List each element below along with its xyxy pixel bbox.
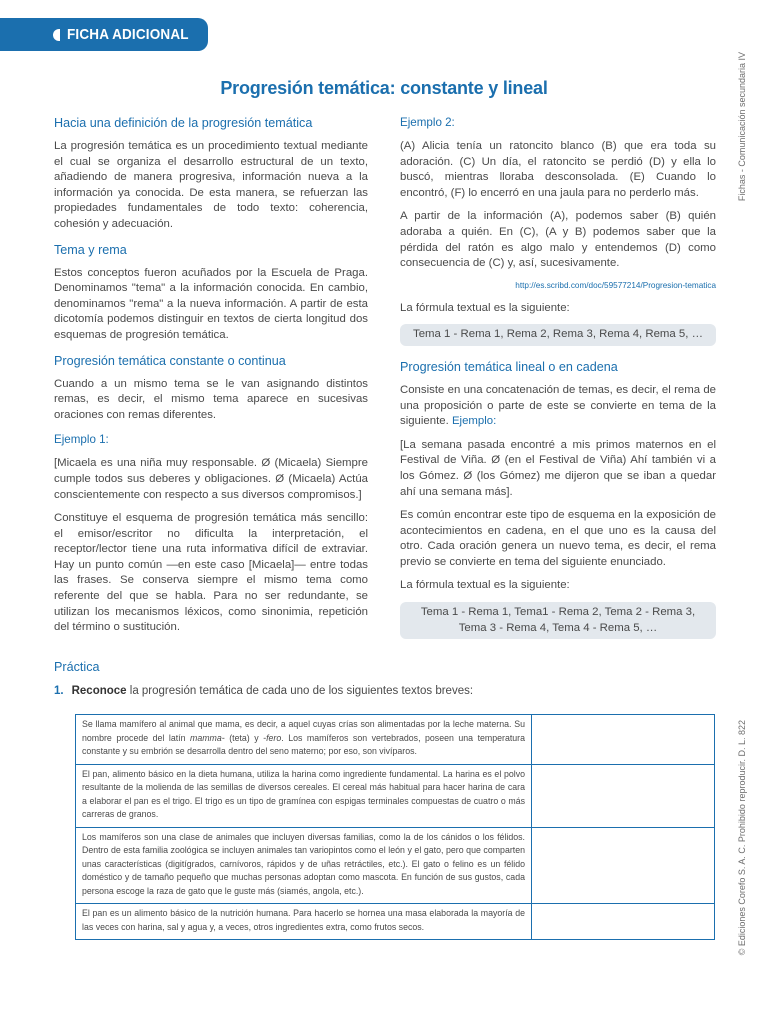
section-tab [0, 18, 208, 51]
heading-definition: Hacia una definición de la progresión temática [54, 116, 313, 130]
heading-lineal: Progresión temática lineal o en cadena [400, 359, 618, 374]
text-cell: Los mamíferos son una clase de animales que incluyen diversas familias, como la de los cánidos o los félidos. Dentro de esta familia zoológica se incluyen animales tan variopintos como el león y el gato, pero que comparten unas características (digitígrados, carnívoros, rápidos y de uñas retráctiles, etc.). El gato o felino es un félido doméstico y de tamaño pequeño que muchas personas adoptan como mascota. En función de sus gustos, cada persona escoge la raza de gato que le guste más (siamés, angola, etc.). [76, 827, 532, 904]
paragraph-example-2: A partir de la información (A), podemos saber (B) quién adoraba a quién. En (C), (A y B) podemos saber que la pérdida del ratón es algo malo y entendemos (D) como consecuencia de (C) y, así, sucesivamente. [400, 210, 716, 270]
row-1-text-c: . Los mamíferos son vertebrados, poseen una temperatura constante y su embrión se desarrolla dentro del seno materno; por eso, son vivíparos. [82, 732, 525, 756]
row-1-text-a: Se llama mamífero al animal que mama, es decir, a aquel cuyas crías son alimentadas por la leche materna. Su nombre procede del latín [82, 719, 525, 743]
paragraph-constant-2: Constituye el esquema de progresión temática más sencillo: el emisor/escritor no dificulta la interpretación, el receptor/lector tiene una ruta informativa difícil de extraviar. Hay un punto común —en este caso [Micaela]— entre todas las frases. Se conserva siempre el mismo tema como referente del que se habla. Para no ser redundante, se utilizan los mecanismos léxicos, como sinonimia, repetición del término o sustitución. [54, 512, 368, 634]
paragraph-constant: Cuando a un mismo tema se le van asignando distintos remas, es decir, el mismo tema aparece en sucesivas oraciones con remas diferentes. [54, 377, 368, 421]
right-column [400, 116, 716, 653]
paragraph-lineal [400, 383, 716, 430]
tab-label: FICHA ADICIONAL [67, 26, 189, 43]
example-3-label: Ejemplo: [451, 415, 497, 428]
table-row [76, 904, 715, 940]
side-note-bottom [722, 720, 762, 1000]
table-row [76, 715, 715, 765]
table-row [76, 764, 715, 827]
example-3-text: [La semana pasada encontré a mis primos maternos en el Festival de Viña. Ø (en el Festival de Viña) Ahí también vi a los Gómez. Ø (los Gómez) me dijeron que se iban a quedar ahí una semana más]. [400, 438, 716, 498]
question-1 [54, 685, 473, 697]
text-cell: El pan es un alimento básico de la nutrición humana. Para hacerlo se hornea una masa elaborada la mayoría de las veces con harina, sal y agua y, a veces, otros ingredientes extra, como frutos secos. [76, 904, 532, 940]
text-cell: El pan, alimento básico en la dieta humana, utiliza la harina como ingrediente fundamental. La harina es el polvo resultante de la molienda de las semillas de diversos cereales. El cereal más habitual para hacer harina de cara a elaborar el pan es el trigo. El trigo es un tipo de gramínea con espigas terminales compuestas de cuatro o más carreras de granos. [76, 764, 532, 827]
example-1-label: Ejemplo 1: [54, 433, 109, 447]
paragraph-lineal-text: Consiste en una concatenación de temas, es decir, el rema de una proposición o parte de este se convierte en tema de la siguiente. [400, 383, 716, 428]
question-number: 1. [54, 685, 64, 697]
heading-constant: Progresión temática constante o continua [54, 353, 286, 368]
formula-intro-2: La fórmula textual es la siguiente: [400, 579, 570, 592]
source-url[interactable]: http://es.scribd.com/doc/59577214/Progresion-tematica [515, 280, 716, 290]
example-1-text: [Micaela es una niña muy responsable. Ø (Micaela) Siempre cumple todos sus deberes y obligaciones. Ø (Micaela) Actúa conscientemente con respecto a sus diversos compromisos.] [54, 457, 368, 501]
page-title: Progresión temática: constante y lineal [220, 78, 548, 98]
text-cell [76, 715, 532, 765]
paragraph-lineal-2: Es común encontrar este tipo de esquema en la exposición de acontecimientos en cadena, en el que uno es la causa del otro. Cada oración genera un nuevo tema, es decir, el rema previo se convierte en tema del siguiente enunciado. [400, 509, 716, 568]
question-verb: Reconoce [71, 685, 127, 697]
side-note-top-text: Fichas - Comunicación secundaria IV [737, 52, 747, 202]
answer-cell[interactable] [532, 827, 715, 904]
answer-cell[interactable] [532, 764, 715, 827]
answer-cell[interactable] [532, 715, 715, 765]
table-row [76, 827, 715, 904]
left-column [54, 116, 368, 644]
formula-box-2: Tema 1 - Rema 1, Tema1 - Rema 2, Tema 2 - Rema 3, Tema 3 - Rema 4, Tema 4 - Rema 5, … [400, 602, 716, 639]
example-2-label: Ejemplo 2: [400, 116, 455, 129]
row-1-italic-1: mamma- [190, 732, 225, 743]
tab-marker-icon [53, 29, 60, 41]
row-1-italic-2: -fero [263, 732, 282, 743]
practice-heading: Práctica [54, 660, 100, 674]
formula-intro-1: La fórmula textual es la siguiente: [400, 301, 570, 314]
example-2-text: (A) Alicia tenía un ratoncito blanco (B) que era toda su adoración. (C) Un día, el ratoncito se perdió (D) y ella lo buscó, mientras lloraba desconsolada. (E) Cuando lo encontró, (F) lo encerró en una jaula para no perderlo más. [400, 140, 716, 199]
formula-box-1: Tema 1 - Rema 1, Rema 2, Rema 3, Rema 4, Rema 5, … [400, 324, 716, 346]
heading-tema-rema: Tema y rema [54, 242, 127, 257]
row-1-text-b: (teta) y [224, 732, 264, 743]
practice-table [75, 714, 715, 940]
side-note-bottom-text: © Ediciones Corefo S. A. C. Prohibido reproducir. D. L. 822 [737, 720, 747, 956]
question-text: la progresión temática de cada uno de los siguientes textos breves: [126, 685, 474, 697]
paragraph-tema-rema: Estos conceptos fueron acuñados por la Escuela de Praga. Denominamos "tema" a la información conocida. En cambio, denominamos "rema" a la nueva información. A partir de esta dicotomía podemos distinguir en textos de cierta longitud dos esquemas de progresión temática. [54, 266, 368, 341]
paragraph-definition: La progresión temática es un procedimiento textual mediante el cual se organiza el desarrollo estructural de un texto, añadiendo de manera progresiva, información nueva a la información ya conocida. De esta manera, se refuerzan las propiedades fundamentales de todo texto: coherencia, cohesión y adecuación. [54, 140, 368, 230]
answer-cell[interactable] [532, 904, 715, 940]
